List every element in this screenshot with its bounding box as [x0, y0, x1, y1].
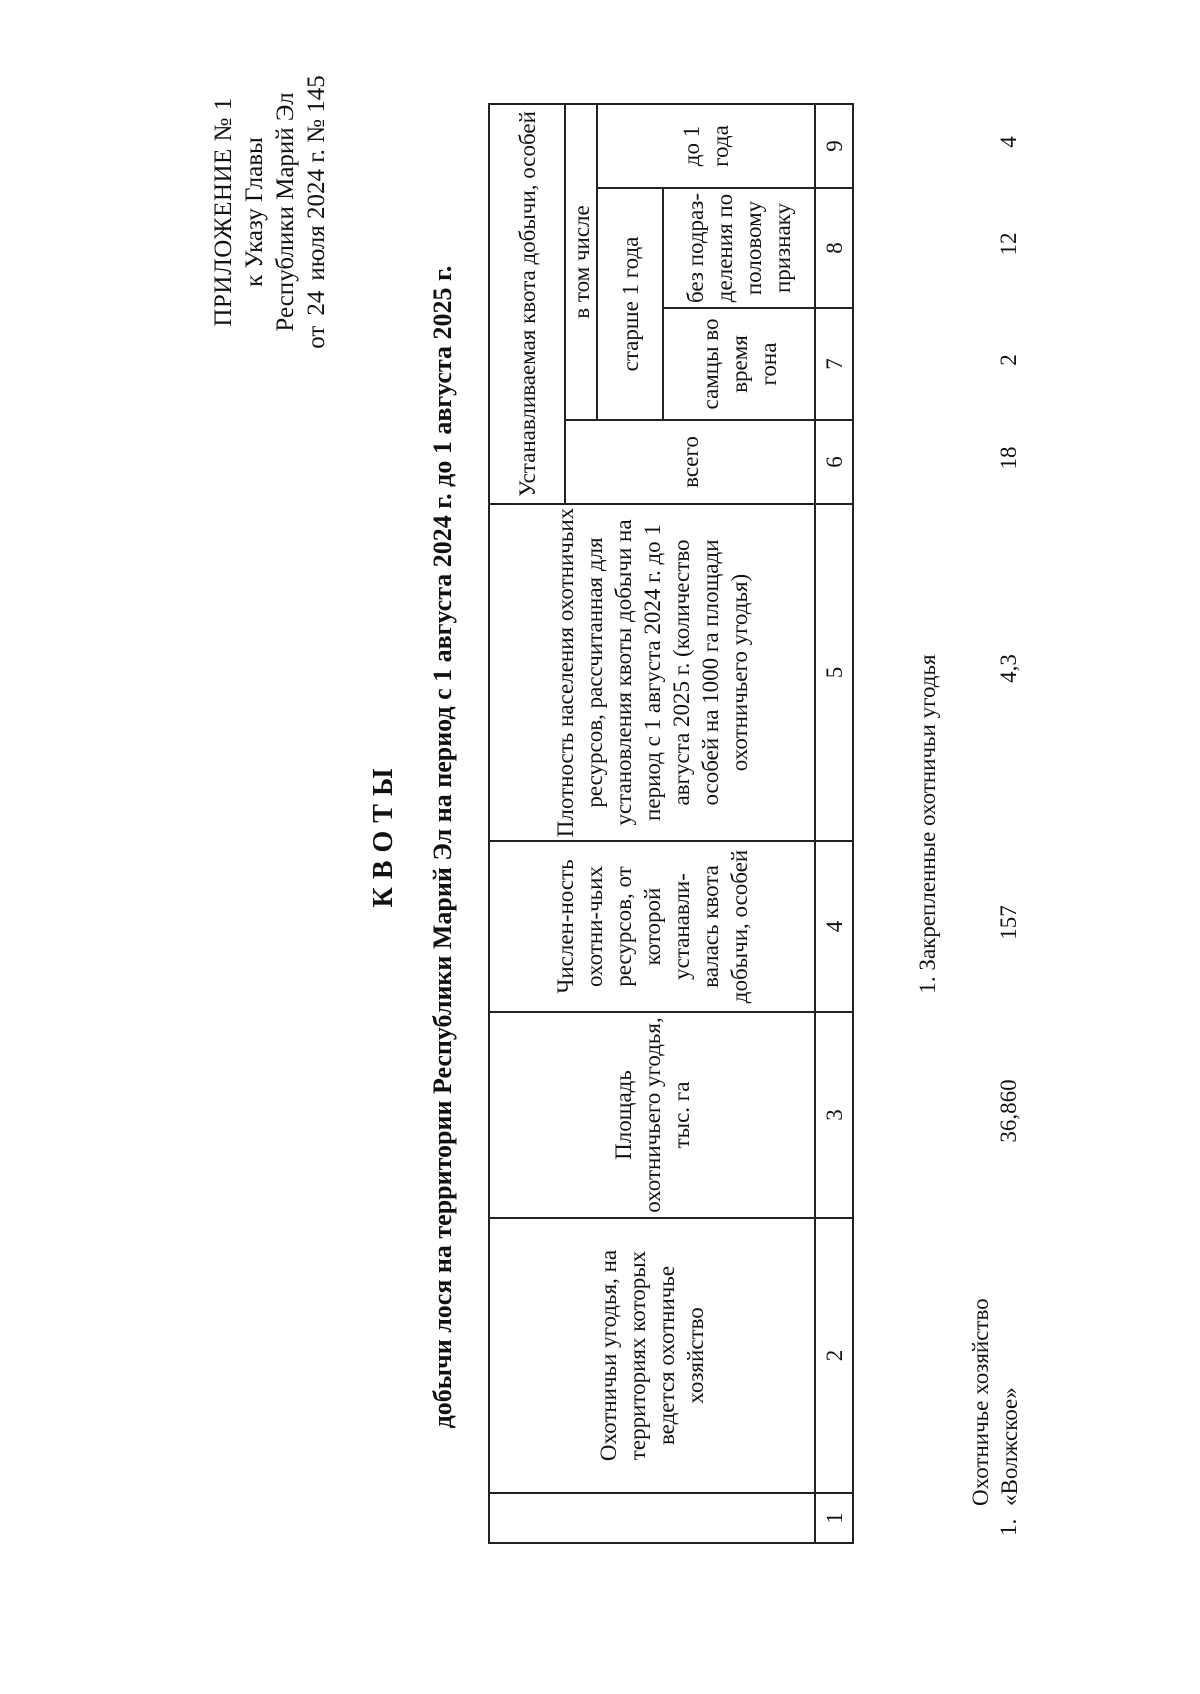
header-under-1y: до 1 года: [597, 104, 815, 188]
appendix-date: [301, 42, 332, 382]
column-number: 6: [815, 420, 853, 504]
column-number: 7: [815, 308, 853, 420]
date-day: 24: [303, 290, 330, 316]
row-no-sex: 12: [996, 232, 1021, 256]
row-males: 2: [996, 354, 1021, 366]
column-number: 5: [815, 504, 853, 841]
document-title: КВОТЫ: [368, 760, 399, 908]
header-population: Числен-ность охотни-чьих ресурсов, от которой устанавли-валась квота добычи, особей: [489, 841, 815, 1012]
quota-table-wrap: [488, 103, 854, 1544]
header-males-rut: самцы во время гона: [663, 308, 815, 420]
date-rest: июля 2024 г. № 145: [303, 75, 330, 281]
column-number: 3: [815, 1012, 853, 1218]
column-number: 8: [815, 188, 853, 308]
row-under-1y: 4: [996, 136, 1021, 148]
column-number-row: [815, 104, 853, 1543]
header-hunting-grounds: Охотничьи угодья, на территориях которых ведется охотничье хозяйство: [489, 1218, 815, 1493]
header-no-sex: без подраз-деления по половому признаку: [663, 188, 815, 308]
header-total: всего: [565, 420, 815, 504]
appendix-block: [208, 42, 332, 382]
row-area: 36,860: [996, 1079, 1021, 1143]
row-density: 4,3: [996, 654, 1021, 683]
appendix-line-decree: к Указу Главы: [241, 137, 268, 287]
column-number: 1: [815, 1493, 853, 1543]
row-total: 18: [996, 446, 1021, 470]
quota-table: [488, 103, 854, 1544]
header-density: Плотность населения охотничьих ресурсов, рассчитанная для установления квоты добычи на период с 1 августа 2024 г. до 1 августа 2025 г. (количество особей на 1000 га площади охотничьего угодья): [489, 504, 815, 841]
header-in-that: в том числе: [565, 104, 597, 420]
header-older-1y: старше 1 года: [597, 188, 663, 420]
column-number: 9: [815, 104, 853, 188]
section-heading: 1. Закрепленные охотничьи угодья: [915, 654, 940, 994]
column-number: 4: [815, 841, 853, 1012]
row-number: 1.: [996, 1518, 1021, 1536]
header-cell-empty: [489, 1493, 815, 1543]
appendix-line-republic: Республики Марий Эл: [272, 92, 299, 332]
date-prefix: от: [303, 325, 330, 349]
row-count: 157: [996, 905, 1021, 940]
column-number: 2: [815, 1218, 853, 1493]
document-subtitle: добычи лося на территории Республики Марий Эл на период с 1 августа 2024 г. до 1 августа 2025 г.: [428, 265, 457, 1429]
appendix-title: ПРИЛОЖЕНИЕ № 1: [210, 97, 237, 327]
header-area: Площадь охотничьего угодья, тыс. га: [489, 1012, 815, 1218]
header-quota-group: Устанавливаемая квота добычи, особей: [489, 104, 565, 504]
row-name: Охотничье хозяйство «Волжское»: [968, 1298, 1022, 1506]
